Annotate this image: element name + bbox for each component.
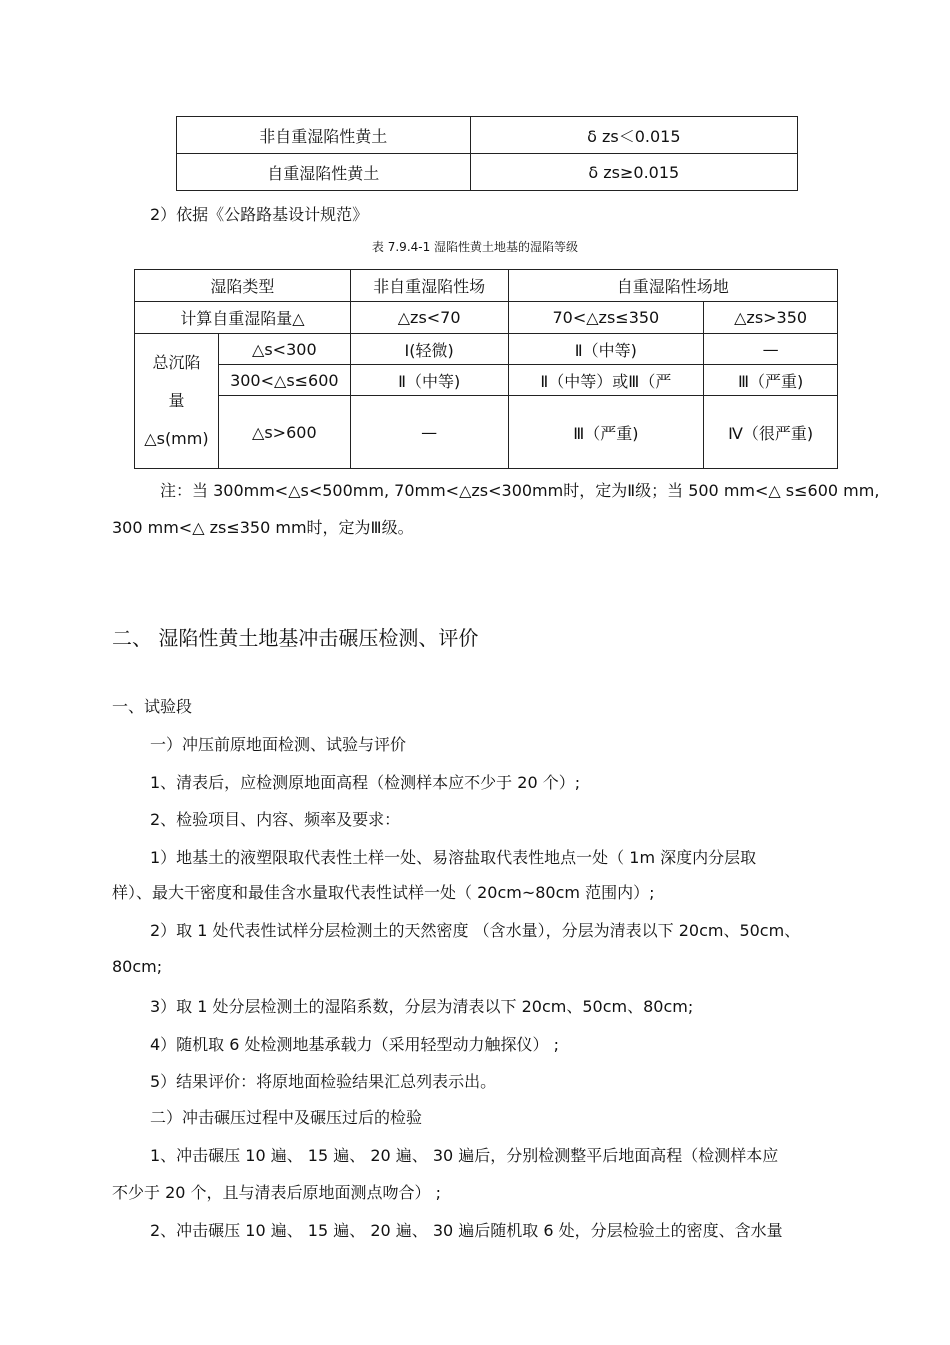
paragraph-line: 一）冲压前原地面检测、试验与评价 — [150, 735, 407, 754]
table-caption: 表 7.9.4-1 湿陷性黄土地基的湿陷等级 — [371, 240, 579, 254]
row-label-line: △s(mm) — [144, 429, 209, 448]
table-header-cell: 计算自重湿陷量△ — [135, 302, 351, 334]
table-row — [135, 334, 838, 365]
table-cell: △s<300 — [218, 334, 350, 365]
section-heading: 二、 湿陷性黄土地基冲击碾压检测、评价 — [112, 626, 479, 650]
table-cell: Ⅲ（严重) — [508, 396, 704, 469]
paragraph-line: 1、清表后，应检测原地面高程（检测样本应不少于 20 个）; — [150, 773, 581, 792]
table-cell: Ⅲ（严重) — [704, 365, 838, 396]
row-label-line: 总沉陷 — [152, 353, 201, 372]
table-header-cell: 湿陷类型 — [135, 270, 351, 302]
table-row — [177, 117, 798, 154]
row-label-cell — [135, 334, 219, 469]
note-line: 注：当 300mm<△s<500mm, 70mm<△zs<300mm时，定为Ⅱ级；当 500 mm<△ s≤600 mm, — [160, 481, 880, 500]
paragraph-line: 2、检验项目、内容、频率及要求： — [150, 810, 401, 829]
table-header-cell: △zs>350 — [704, 302, 838, 334]
table-header-cell: 非自重湿陷性场 — [350, 270, 508, 302]
paragraph-line: 2、冲击碾压 10 遍、 15 遍、 20 遍、 30 遍后随机取 6 处，分层检验土的密度、含水量 — [150, 1221, 783, 1240]
table-cell: Ⅰ(轻微) — [350, 334, 508, 365]
table-cell: δ zs＜0.015 — [470, 117, 797, 154]
table-cell: Ⅱ（中等) — [350, 365, 508, 396]
table-row — [135, 365, 838, 396]
table-cell: Ⅱ（中等）或Ⅲ（严 — [508, 365, 704, 396]
note-line: 300 mm<△ zs≤350 mm时，定为Ⅲ级。 — [112, 518, 414, 537]
table-cell: δ zs≥0.015 — [470, 154, 797, 191]
table-subheader-row — [135, 302, 838, 334]
table-cell: — — [704, 334, 838, 365]
table-cell: 非自重湿陷性黄土 — [177, 117, 471, 154]
collapse-grade-table — [134, 269, 838, 469]
paragraph-line: 1、冲击碾压 10 遍、 15 遍、 20 遍、 30 遍后，分别检测整平后地面高程（检测样本应 — [150, 1146, 779, 1165]
paragraph-line: 1）地基土的液塑限取代表性土样一处、易溶盐取代表性地点一处（ 1m 深度内分层取 — [150, 848, 757, 867]
table-row — [177, 154, 798, 191]
paragraph-line: 2）取 1 处代表性试样分层检测土的天然密度 （含水量），分层为清表以下 20cm、50cm、 — [150, 921, 801, 940]
table-cell: — — [350, 396, 508, 469]
loess-type-table — [176, 116, 798, 191]
paragraph-line: 5）结果评价：将原地面检验结果汇总列表示出。 — [150, 1072, 497, 1091]
table-cell: 自重湿陷性黄土 — [177, 154, 471, 191]
paragraph-line: 一、试验段 — [112, 697, 193, 716]
table-cell: Ⅳ（很严重) — [704, 396, 838, 469]
table-header-cell: △zs<70 — [350, 302, 508, 334]
table-cell: △s>600 — [218, 396, 350, 469]
paragraph-line: 二）冲击碾压过程中及碾压过后的检验 — [150, 1108, 423, 1127]
reference-line: 2）依据《公路路基设计规范》 — [150, 205, 369, 224]
paragraph-line: 不少于 20 个，且与清表后原地面测点吻合） ; — [112, 1183, 442, 1202]
table-cell: 300<△s≤600 — [218, 365, 350, 396]
table-cell: Ⅱ（中等) — [508, 334, 704, 365]
paragraph-line: 4）随机取 6 处检测地基承载力（采用轻型动力触探仪） ; — [150, 1035, 560, 1054]
row-label-line: 量 — [168, 391, 185, 410]
paragraph-line: 80cm; — [112, 957, 163, 976]
table-header-cell: 70<△zs≤350 — [508, 302, 704, 334]
paragraph-line: 3）取 1 处分层检测土的湿陷系数，分层为清表以下 20cm、50cm、80cm; — [150, 997, 694, 1016]
table-header-row — [135, 270, 838, 302]
table-header-cell: 自重湿陷性场地 — [508, 270, 837, 302]
table-row — [135, 396, 838, 469]
paragraph-line: 样）、最大干密度和最佳含水量取代表性试样一处（ 20cm~80cm 范围内）; — [112, 883, 655, 902]
